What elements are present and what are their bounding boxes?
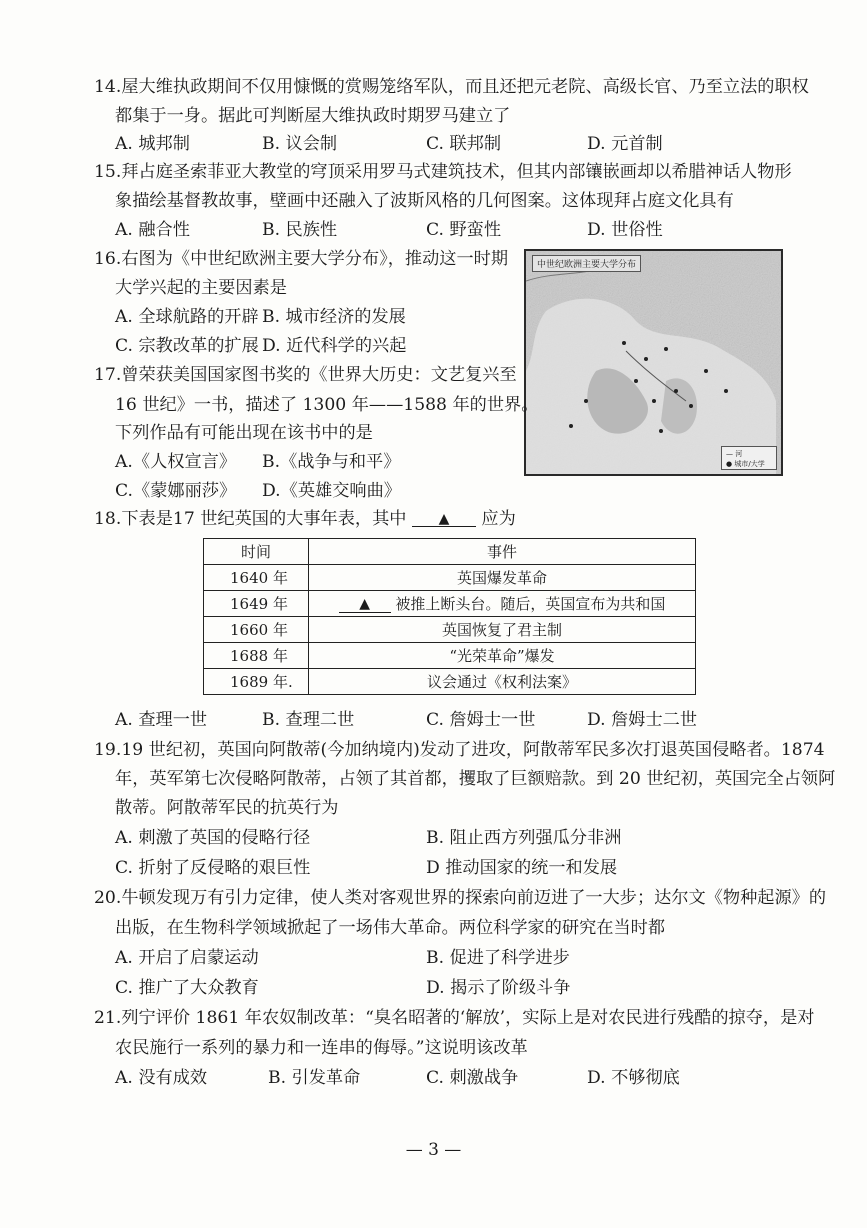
- q14-option-c[interactable]: C. 联邦制: [426, 134, 502, 154]
- page-number: — 3 —: [405, 1140, 462, 1160]
- table-row: [204, 617, 696, 643]
- q21-option-a[interactable]: A. 没有成效: [115, 1068, 208, 1088]
- table-row: [204, 565, 696, 591]
- q15-stem-line2: 象描绘基督教故事，壁画中还融入了波斯风格的几何图案。这体现拜占庭文化具有: [115, 191, 734, 211]
- table-cell-year: 1688 年: [204, 643, 309, 669]
- q20-stem-line1: 20.牛顿发现万有引力定律，使人类对客观世界的探索向前迈进了一大步；达尔文《物种起源》的: [94, 888, 827, 908]
- table-row: [204, 669, 696, 695]
- map-title: 中世纪欧洲主要大学分布: [532, 255, 641, 272]
- q15-option-b[interactable]: B. 民族性: [262, 220, 338, 240]
- legend-item-river: — 河: [726, 450, 743, 458]
- table-cell-event: 英国爆发革命: [309, 565, 696, 591]
- table-row: [204, 591, 696, 617]
- q21-option-d[interactable]: D. 不够彻底: [587, 1068, 680, 1088]
- q16-option-c[interactable]: C. 宗教改革的扩展: [115, 336, 259, 356]
- table-header-event: 事件: [309, 539, 696, 565]
- table-row: [204, 643, 696, 669]
- q15-option-a[interactable]: A. 融合性: [115, 220, 190, 240]
- q18-blank-triangle: ▲: [412, 512, 476, 527]
- q16-stem-line2: 大学兴起的主要因素是: [115, 278, 287, 298]
- q17-stem-line3: 下列作品有可能出现在该书中的是: [115, 423, 373, 443]
- table-cell-year: 1660 年: [204, 617, 309, 643]
- q20-option-b[interactable]: B. 促进了科学进步: [426, 948, 570, 968]
- q15-option-c[interactable]: C. 野蛮性: [426, 220, 502, 240]
- q19-stem-line2: 年，英军第七次侵略阿散蒂，占领了其首都，攫取了巨额赔款。到 20 世纪初，英国完全占领阿: [115, 769, 836, 789]
- q17-stem-line2: 16 世纪》一书，描述了 1300 年——1588 年的世界。: [115, 395, 539, 415]
- table-cell-year: 1640 年: [204, 565, 309, 591]
- q14-option-b[interactable]: B. 议会制: [262, 134, 338, 154]
- table-header-row: [204, 539, 696, 565]
- q18-stem: [94, 511, 516, 528]
- table-cell-year: 1689 年.: [204, 669, 309, 695]
- q14-stem-line1: 14.屋大维执政期间不仅用慷慨的赏赐笼络军队，而且还把元老院、高级长官、乃至立法的职权: [94, 77, 809, 97]
- q15-stem-line1: 15.拜占庭圣索菲亚大教堂的穹顶采用罗马式建筑技术，但其内部镶嵌画却以希腊神话人物形: [94, 162, 792, 182]
- q21-stem-line1: 21.列宁评价 1861 年农奴制改革：“臭名昭著的‘解放’，实际上是对农民进行残酷的掠夺，是对: [94, 1008, 815, 1028]
- q18-event-table: [203, 538, 696, 695]
- q15-option-d[interactable]: D. 世俗性: [587, 220, 663, 240]
- q17-stem-line1: 17.曾荣获美国国家图书奖的《世界大历史：文艺复兴至: [94, 365, 517, 385]
- q18-stem-suffix: 应为: [481, 509, 516, 529]
- table-cell-event: 英国恢复了君主制: [309, 617, 696, 643]
- q16-option-a[interactable]: A. 全球航路的开辟: [115, 307, 259, 327]
- table-header-time: 时间: [204, 539, 309, 565]
- q14-option-d[interactable]: D. 元首制: [587, 134, 663, 154]
- q18-option-b[interactable]: B. 查理二世: [262, 710, 355, 730]
- q16-stem-line1: 16.右图为《中世纪欧洲主要大学分布》，推动这一时期: [94, 249, 509, 269]
- q17-option-a[interactable]: A.《人权宣言》: [115, 452, 237, 472]
- q19-option-b[interactable]: B. 阻止西方列强瓜分非洲: [426, 828, 622, 848]
- q20-option-c[interactable]: C. 推广了大众教育: [115, 978, 259, 998]
- q16-option-d[interactable]: D. 近代科学的兴起: [262, 336, 407, 356]
- q21-stem-line2: 农民施行一系列的暴力和一连串的侮辱。”这说明该改革: [115, 1038, 528, 1058]
- q17-option-c[interactable]: C.《蒙娜丽莎》: [115, 481, 237, 501]
- q19-stem-line3: 散蒂。阿散蒂军民的抗英行为: [115, 798, 339, 818]
- q19-option-c[interactable]: C. 折射了反侵略的艰巨性: [115, 858, 311, 878]
- q19-option-d[interactable]: D 推动国家的统一和发展: [426, 858, 618, 878]
- q20-option-d[interactable]: D. 揭示了阶级斗争: [426, 978, 571, 998]
- table-blank-triangle: ▲: [339, 596, 391, 613]
- table-cell-year: 1649 年: [204, 591, 309, 617]
- q14-stem-line2: 都集于一身。据此可判断屋大维执政时期罗马建立了: [115, 106, 511, 126]
- q19-option-a[interactable]: A. 刺激了英国的侵略行径: [115, 828, 311, 848]
- table-cell-event: 被推上断头台。随后，英国宣布为共和国: [395, 595, 666, 613]
- q20-option-a[interactable]: A. 开启了启蒙运动: [115, 948, 259, 968]
- q18-option-c[interactable]: C. 詹姆士一世: [426, 710, 536, 730]
- q17-option-d[interactable]: D.《英雄交响曲》: [262, 481, 401, 501]
- q18-option-a[interactable]: A. 查理一世: [115, 710, 208, 730]
- q21-option-c[interactable]: C. 刺激战争: [426, 1068, 519, 1088]
- q16-option-b[interactable]: B. 城市经济的发展: [262, 307, 406, 327]
- table-cell-event: 议会通过《权利法案》: [309, 669, 696, 695]
- medieval-university-map: [524, 249, 783, 476]
- q17-option-b[interactable]: B.《战争与和平》: [262, 452, 401, 472]
- q19-stem-line1: 19.19 世纪初，英国向阿散蒂(今加纳境内)发动了进攻，阿散蒂军民多次打退英国侵略者。1874: [94, 740, 825, 760]
- legend-item-city: ● 城市/大学: [726, 460, 765, 468]
- q18-stem-prefix: 18.下表是17 世纪英国的大事年表，其中: [94, 509, 407, 529]
- map-graphic: [526, 251, 781, 474]
- table-cell-event: “光荣革命”爆发: [309, 643, 696, 669]
- q18-option-d[interactable]: D. 詹姆士二世: [587, 710, 698, 730]
- q14-option-a[interactable]: A. 城邦制: [115, 134, 190, 154]
- table-cell-event-with-blank: [309, 591, 696, 617]
- map-legend: [721, 446, 777, 470]
- q21-option-b[interactable]: B. 引发革命: [268, 1068, 361, 1088]
- q20-stem-line2: 出版，在生物科学领域掀起了一场伟大革命。两位科学家的研究在当时都: [115, 918, 666, 938]
